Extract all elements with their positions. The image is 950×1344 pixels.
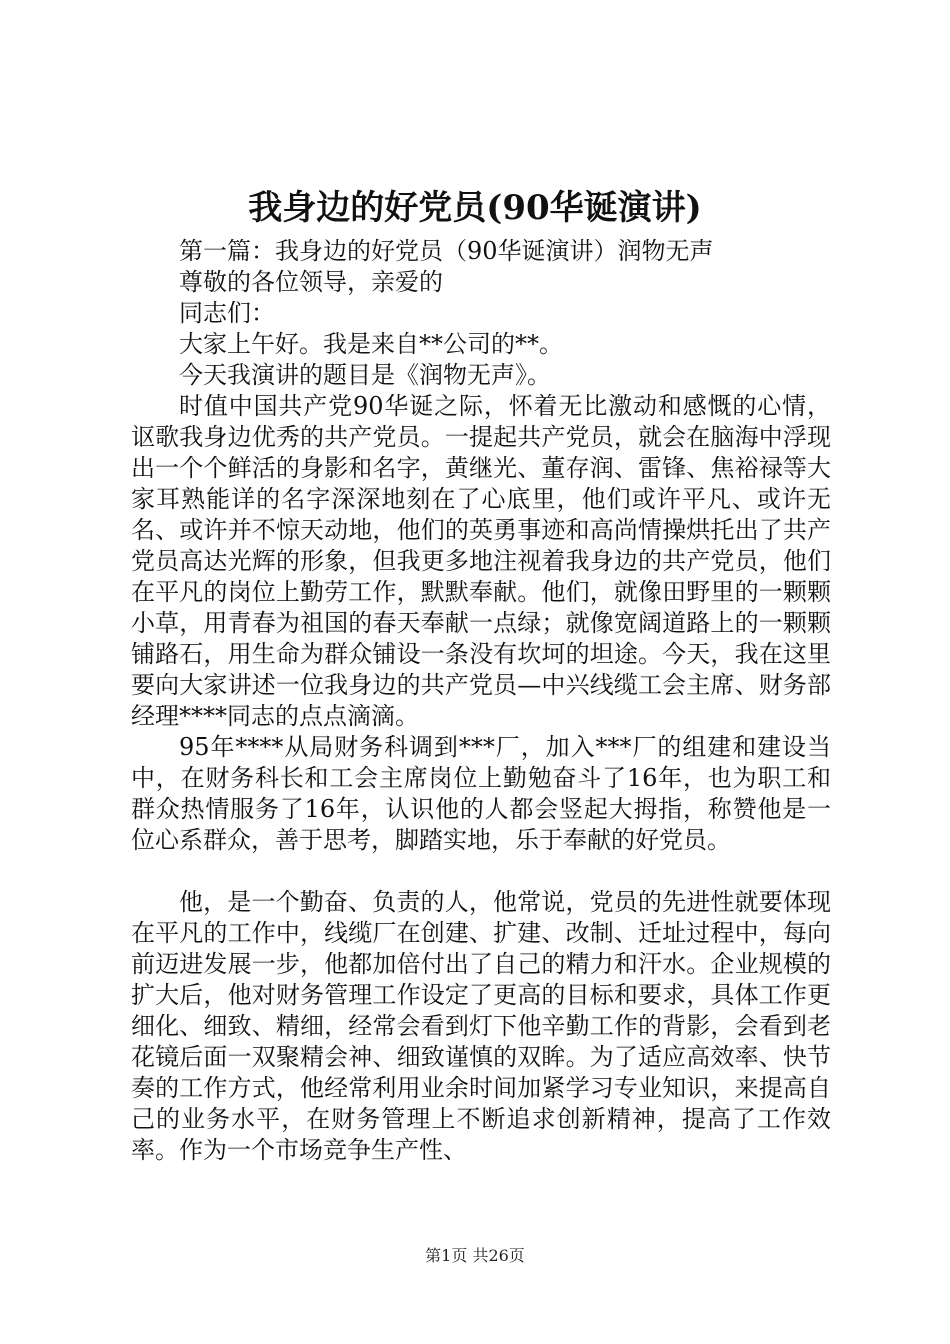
document-title: 我身边的好党员(90华诞演讲): [248, 188, 702, 228]
topic-line: 今天我演讲的题目是《润物无声》。: [179, 361, 551, 389]
greeting-line: 大家上午好。我是来自**公司的**。: [179, 330, 563, 358]
salutation-line: 尊敬的各位领导，亲爱的: [179, 268, 443, 296]
document-body: [131, 236, 831, 1166]
subtitle-line: 第一篇：我身边的好党员（90华诞演讲）润物无声: [179, 237, 714, 265]
paragraph: 95年****从局财务科调到***厂，加入***厂的组建和建设当中，在财务科长和工会主席岗位上勤勉奋斗了16年，也为职工和群众热情服务了16年，认识他的人都会竖起大拇指，称赞他是一位心系群众，善于思考，脚踏实地，乐于奉献的好党员。: [131, 733, 831, 854]
paragraph: 他，是一个勤奋、负责的人，他常说，党员的先进性就要体现在平凡的工作中，线缆厂在创建、扩建、改制、迁址过程中，每向前迈进发展一步，他都加倍付出了自己的精力和汗水。企业规模的扩大后，他对财务管理工作设定了更高的目标和要求，具体工作更细化、细致、精细，经常会看到灯下他辛勤工作的背影，会看到老花镜后面一双聚精会神、细致谨慎的双眸。为了适应高效率、快节奏的工作方式，他经常利用业余时间加紧学习专业知识，来提高自己的业务水平，在财务管理上不断追求创新精神，提高了工作效率。作为一个市场竞争生产性、: [131, 888, 831, 1164]
page-footer: 第1页 共26页: [425, 1246, 525, 1265]
paragraph: 时值中国共产党90华诞之际，怀着无比激动和感慨的心情，讴歌我身边优秀的共产党员。一提起共产党员，就会在脑海中浮现出一个个鲜活的身影和名字，黄继光、董存润、雷锋、焦裕禄等大家耳熟能详的名字深深地刻在了心底里，他们或许平凡、或许无名、或许并不惊天动地，他们的英勇事迹和高尚情操烘托出了共产党员高达光辉的形象，但我更多地注视着我身边的共产党员，他们在平凡的岗位上勤劳工作，默默奉献。他们，就像田野里的一颗颗小草，用青春为祖国的春天奉献一点绿；就像宽阔道路上的一颗颗铺路石，用生命为群众铺设一条没有坎坷的坦途。今天，我在这里要向大家讲述一位我身边的共产党员—中兴线缆工会主席、财务部经理****同志的点点滴滴。: [131, 392, 831, 730]
salutation-line: 同志们：: [179, 299, 275, 327]
